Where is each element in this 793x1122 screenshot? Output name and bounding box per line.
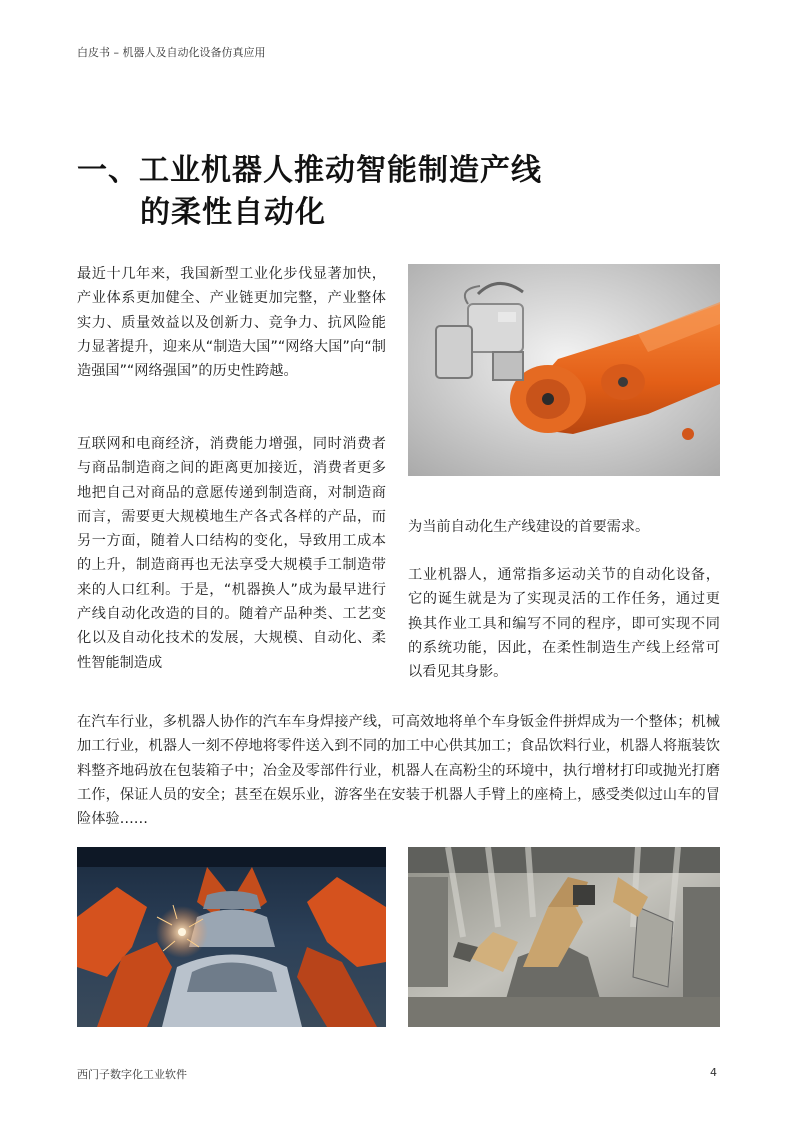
footer-company: 西门子数字化工业软件 (77, 1068, 187, 1081)
spray-booth-robots-photo (408, 847, 720, 1027)
car-welding-line-photo (77, 847, 386, 1027)
paragraph-1: 最近十几年来，我国新型工业化步伐显著加快，产业体系更加健全、产业链更加完整，产业整体实力、质量效益以及创新力、竞争力、抗风险能力显著提升，迎来从“制造大国”“网络大国”向“制造强国”“网络强国”的历史性跨越。 (77, 266, 386, 380)
paragraph-2-continued: 为当前自动化生产线建设的首要需求。 (408, 519, 650, 535)
paragraph-3: 工业机器人，通常指多运动关节的自动化设备，它的诞生就是为了实现灵活的工作任务，通过更换其作业工具和编写不同的程序，即可实现不同的系统功能，因此，在柔性制造生产线上经常可以看见其身影。 (408, 567, 720, 681)
robot-arm-photo (408, 264, 720, 476)
page-number: 4 (710, 1066, 717, 1079)
section-title-line-2: 的柔性自动化 (140, 195, 326, 230)
page-header: 白皮书 – 机器人及自动化设备仿真应用 (77, 46, 266, 59)
section-title (77, 150, 542, 234)
section-title-line-1: 一、工业机器人推动智能制造产线 (77, 153, 542, 188)
paragraph-4: 在汽车行业，多机器人协作的汽车车身焊接产线，可高效地将单个车身钣金件拼焊成为一个整体；机械加工行业，机器人一刻不停地将零件送入到不同的加工中心供其加工；食品饮料行业，机器人将瓶装饮料整齐地码放在包装箱子中；冶金及零部件行业，机器人在高粉尘的环境中，执行增材打印或抛光打磨工作，保证人员的安全；甚至在娱乐业，游客坐在安装于机器人手臂上的座椅上，感受类似过山车的冒险体验…… (77, 714, 720, 828)
paragraph-2: 互联网和电商经济，消费能力增强，同时消费者与商品制造商之间的距离更加接近，消费者更多地把自己对商品的意愿传递到制造商，对制造商而言，需要更大规模地生产各式各样的产品，而另一方面，随着人口结构的变化，导致用工成本的上升，制造商再也无法享受大规模手工制造带来的人口红利。于是，“机器换人”成为最早进行产线自动化改造的目的。随着产品种类、工艺变化以及自动化技术的发展，大规模、自动化、柔性智能制造成 (77, 436, 386, 671)
